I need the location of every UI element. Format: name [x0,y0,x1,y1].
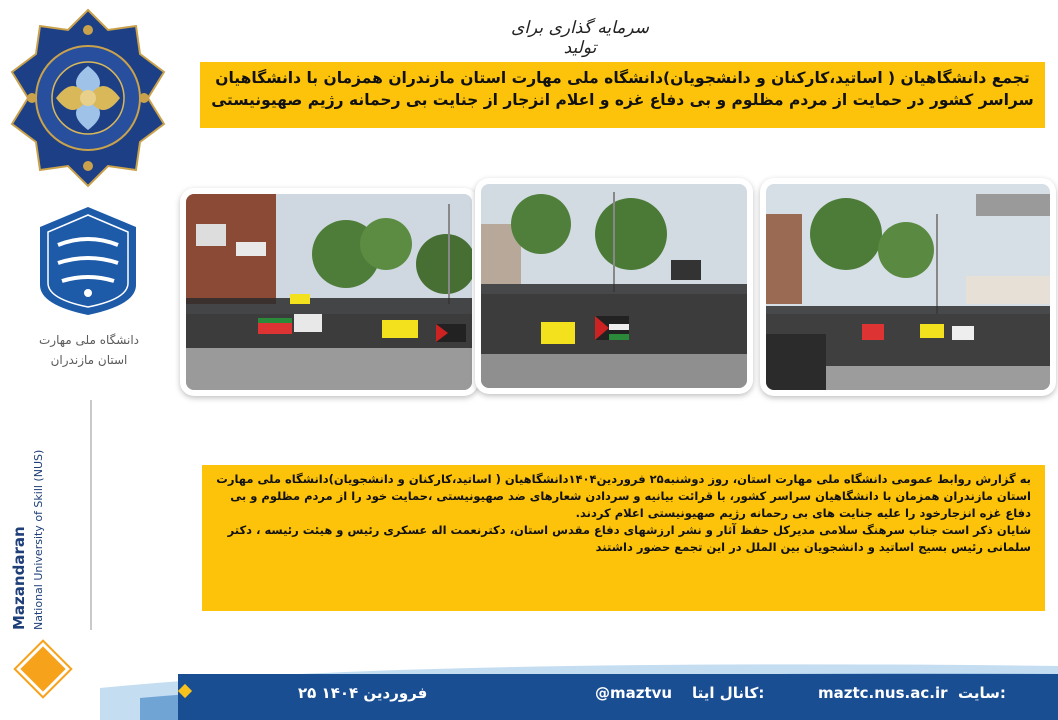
site-url-link[interactable]: maztc.nus.ac.ir [818,684,948,702]
site-label: سایت: [958,684,1006,702]
channel-label: کانال ایتا: [692,684,765,702]
gathering-photo-2-icon [481,184,747,388]
footer-date: ۲۵ فروردین ۱۴۰۴ [298,684,428,702]
news-paragraph-2: شایان ذکر است جناب سرهنگ سلامی مدیرکل حفظ آثار و نشر ارزشهای دفاع مقدس استان، دکترنعمت اله عسکری رئیس و هیئت رئیسه ، دکتر سلمانی رئیس بسیج اساتید و دانشجویان بین الملل در این تجمع حضور داشتند [227,523,1031,554]
gathering-photo-1-icon [186,194,472,390]
channel-handle-link[interactable]: @maztvu [595,684,673,702]
photo-left[interactable] [180,188,478,396]
university-logo [36,205,140,317]
news-body [202,465,1045,611]
gathering-photo-3-icon [766,184,1050,390]
orange-diamond-ornament [16,642,70,696]
english-subtitle: National University of Skill (NUS) [32,449,45,630]
photo-middle[interactable] [475,178,753,394]
university-name-line2: استان مازندران [50,353,128,367]
islamic-tile-emblem [8,8,168,188]
news-title-line2: سراسر کشور در حمایت از مردم مظلوم و بی دفاع غزه و اعلام انزجار از جنایت بی رحمانه رژیم صهیونیستی [211,91,1034,109]
divider [90,400,92,630]
news-title-line1: تجمع دانشگاهیان ( اساتید،کارکنان و دانشجویان)دانشگاه ملی مهارت استان مازندران همزمان با دانشگاهیان [215,69,1030,87]
english-title: Mazandaran [10,526,28,630]
university-name [10,330,168,370]
photo-right[interactable] [760,178,1056,396]
news-title [200,62,1045,128]
university-name-line1: دانشگاه ملی مهارت [38,333,140,347]
slogan-calligraphy: سرمایه گذاری برای تولید [511,18,649,58]
news-paragraph-1: به گزارش روابط عمومی دانشگاه ملی مهارت استان، روز دوشنبه۲۵ فروردین۱۴۰۴دانشگاهیان ( اساتید،کارکنان و دانشجویان)دانشگاه ملی مهارت استان مازندران همزمان با دانشگاهیان سراسر کشور، با قرائت بیانیه و سردادن شعارهای ضد صهیونیستی ،حمایت خود را از مردم مظلوم و بی دفاع غزه انزجارخود را علیه جنایت های بی رحمانه رژیم صهیونیستی اعلام کردند. [216,472,1031,520]
sidebar [0,0,178,720]
